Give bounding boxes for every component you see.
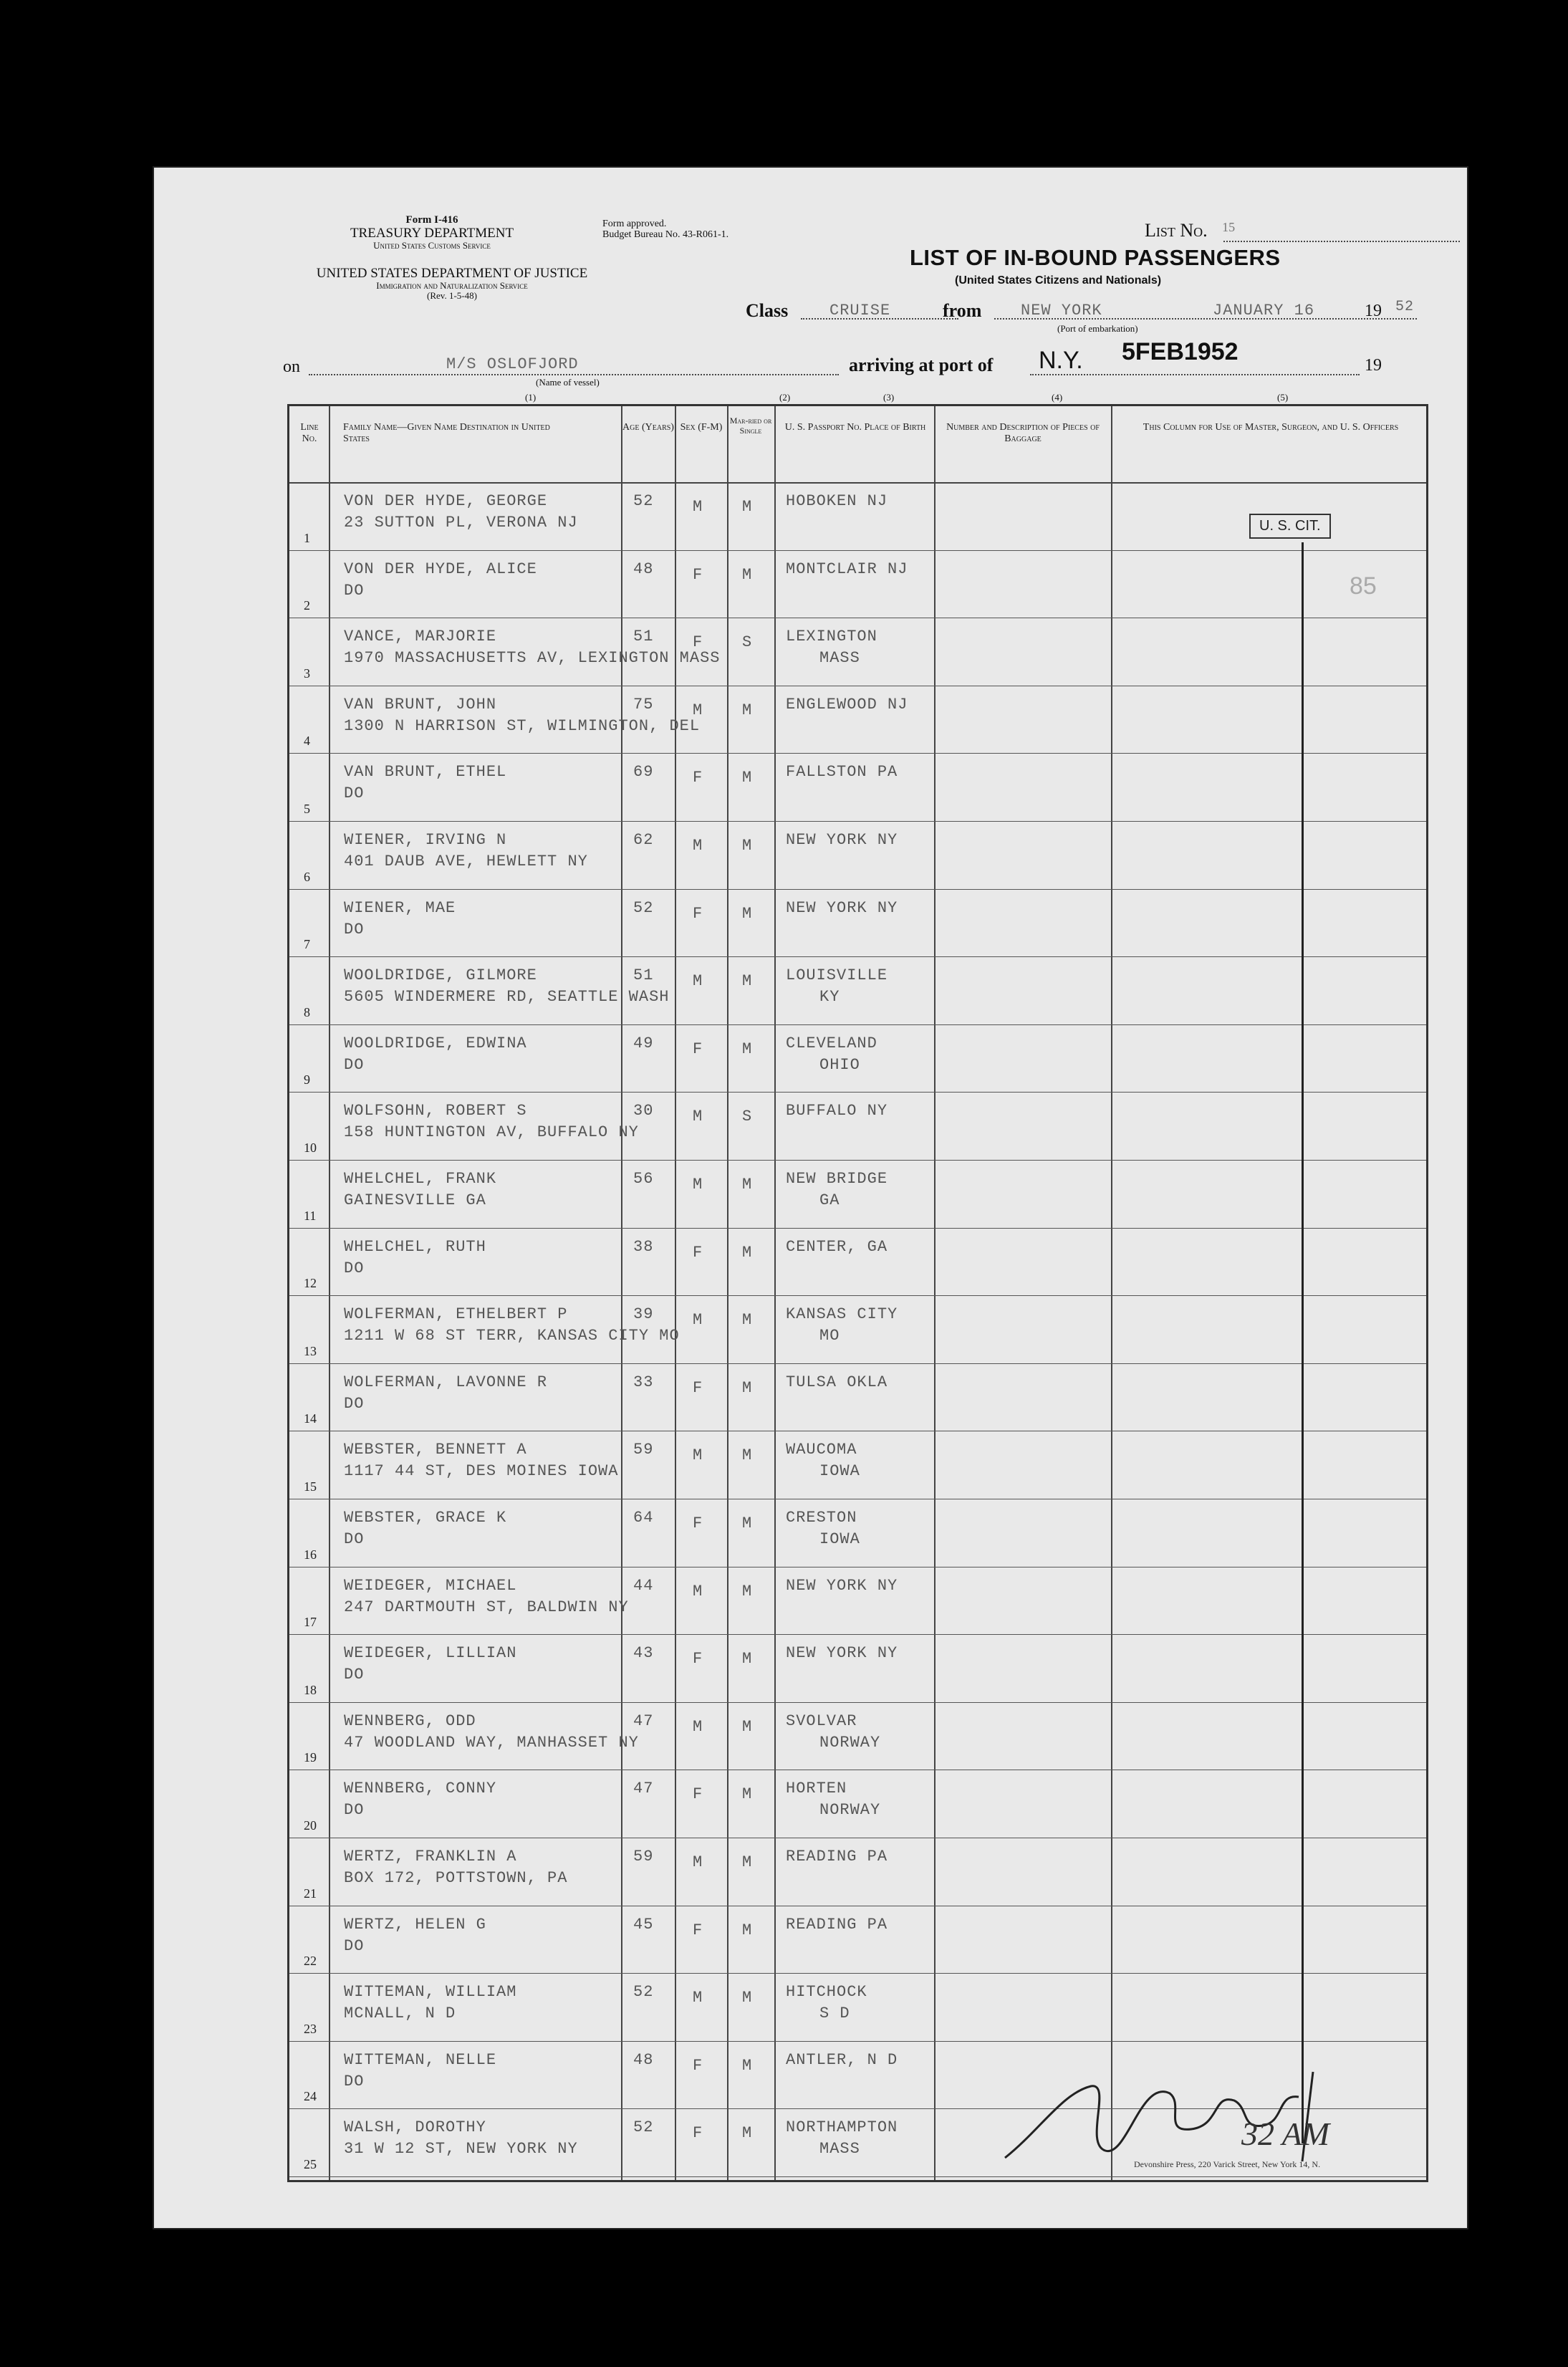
passenger-sex: M bbox=[693, 1853, 703, 1871]
passenger-destination: DO bbox=[344, 1936, 365, 1955]
passenger-age: 64 bbox=[633, 1509, 654, 1527]
passenger-age: 47 bbox=[633, 1780, 654, 1798]
birthplace-line-2: NORWAY bbox=[819, 1733, 881, 1752]
passenger-destination: 1117 44 ST, DES MOINES IOWA bbox=[344, 1462, 619, 1481]
passenger-sex: M bbox=[693, 1311, 703, 1330]
birthplace: READING PA bbox=[786, 1915, 888, 1934]
passenger-sex: F bbox=[693, 769, 703, 787]
passenger-sex: F bbox=[693, 1514, 703, 1532]
marital-status: M bbox=[742, 1650, 753, 1669]
birthplace: HOBOKEN NJ bbox=[786, 492, 888, 510]
passenger-name: VAN BRUNT, JOHN bbox=[344, 695, 497, 714]
marital-status: M bbox=[742, 1040, 753, 1058]
marital-status: M bbox=[742, 1176, 753, 1194]
col-num-4: (4) bbox=[1052, 392, 1063, 403]
table-row bbox=[289, 1295, 1426, 1364]
marital-status: M bbox=[742, 1582, 753, 1600]
marital-status: M bbox=[742, 498, 753, 516]
manifest-sheet bbox=[153, 166, 1468, 2229]
line-number: 16 bbox=[304, 1547, 317, 1562]
ins-label: Immigration and Naturalization Service bbox=[376, 279, 528, 291]
birthplace-line-2: KY bbox=[819, 988, 840, 1007]
birthplace: CLEVELAND bbox=[786, 1034, 877, 1052]
passenger-sex: F bbox=[693, 1040, 703, 1058]
birthplace-line-2: OHIO bbox=[819, 1055, 860, 1074]
arrival-date-stamp: 5FEB1952 bbox=[1122, 338, 1238, 365]
passenger-age: 51 bbox=[633, 966, 654, 985]
passenger-sex: M bbox=[693, 1108, 703, 1126]
budget-number: Budget Bureau No. 43-R061-1. bbox=[602, 229, 729, 240]
passenger-name: WERTZ, FRANKLIN A bbox=[344, 1848, 517, 1866]
on-label: on bbox=[283, 357, 300, 376]
birthplace: HITCHOCK bbox=[786, 1983, 867, 2002]
line-number: 7 bbox=[304, 937, 310, 952]
passenger-age: 75 bbox=[633, 695, 654, 714]
vessel-name: M/S OSLOFJORD bbox=[446, 355, 579, 373]
list-number-block bbox=[1145, 221, 1235, 240]
table-row bbox=[289, 1160, 1426, 1229]
passenger-name: WIENER, MAE bbox=[344, 898, 456, 917]
passenger-age: 52 bbox=[633, 898, 654, 917]
customs-label: United States Customs Service bbox=[373, 239, 491, 251]
passenger-name: WIENER, IRVING N bbox=[344, 831, 507, 849]
passenger-name: WITTEMAN, NELLE bbox=[344, 2050, 497, 2069]
vessel-caption: (Name of vessel) bbox=[536, 377, 600, 388]
birthplace-line-2: MO bbox=[819, 1327, 840, 1345]
birthplace: SVOLVAR bbox=[786, 1711, 857, 1730]
header-officers: This Column for Use of Master, Surgeon, and U. S. Officers bbox=[1143, 422, 1399, 433]
passenger-destination: DO bbox=[344, 1801, 365, 1820]
line-number: 11 bbox=[304, 1208, 317, 1223]
passenger-destination: 47 WOODLAND WAY, MANHASSET NY bbox=[344, 1733, 639, 1752]
table-row bbox=[289, 1770, 1426, 1838]
passenger-name: WEBSTER, BENNETT A bbox=[344, 1441, 527, 1459]
passenger-age: 51 bbox=[633, 628, 654, 646]
passenger-age: 56 bbox=[633, 1170, 654, 1188]
passenger-age: 49 bbox=[633, 1034, 654, 1052]
marital-status: S bbox=[742, 1108, 753, 1126]
birthplace: TULSA OKLA bbox=[786, 1373, 888, 1391]
passenger-age: 62 bbox=[633, 831, 654, 849]
marital-status: M bbox=[742, 1378, 753, 1397]
line-number: 18 bbox=[304, 1682, 317, 1697]
year-value: 52 bbox=[1395, 299, 1415, 315]
birthplace: ANTLER, N D bbox=[786, 2050, 898, 2069]
passenger-sex: M bbox=[693, 1582, 703, 1600]
list-no-label: List No. bbox=[1145, 220, 1208, 241]
line-number: 22 bbox=[304, 1954, 317, 1969]
birthplace: NORTHAMPTON bbox=[786, 2118, 898, 2137]
passenger-name: WENNBERG, CONNY bbox=[344, 1780, 497, 1798]
passenger-destination: 247 DARTMOUTH ST, BALDWIN NY bbox=[344, 1598, 629, 1616]
verification-line bbox=[1302, 542, 1304, 2143]
birthplace: WAUCOMA bbox=[786, 1441, 857, 1459]
passenger-name: WHELCHEL, RUTH bbox=[344, 1237, 486, 1256]
form-id-block bbox=[282, 215, 582, 250]
marital-status: M bbox=[742, 972, 753, 991]
revision-label: (Rev. 1-5-48) bbox=[427, 289, 477, 301]
treasury-label: TREASURY DEPARTMENT bbox=[350, 225, 514, 241]
passenger-table bbox=[287, 404, 1428, 2182]
birthplace: KANSAS CITY bbox=[786, 1305, 898, 1324]
passenger-age: 52 bbox=[633, 1983, 654, 2002]
passenger-sex: M bbox=[693, 972, 703, 991]
birthplace-line-2: IOWA bbox=[819, 1530, 860, 1548]
passenger-sex: F bbox=[693, 565, 703, 584]
table-row bbox=[289, 1702, 1426, 1771]
marital-status: M bbox=[742, 904, 753, 923]
passenger-sex: F bbox=[693, 904, 703, 923]
marital-status: S bbox=[742, 633, 753, 652]
passenger-sex: M bbox=[693, 498, 703, 516]
col-num-3: (3) bbox=[883, 392, 895, 403]
table-row bbox=[289, 753, 1426, 822]
birthplace-line-2: IOWA bbox=[819, 1462, 860, 1481]
passenger-name: WERTZ, HELEN G bbox=[344, 1915, 486, 1934]
class-label: Class bbox=[746, 300, 789, 321]
line-number: 2 bbox=[304, 598, 310, 613]
table-row bbox=[289, 1634, 1426, 1703]
passenger-sex: M bbox=[693, 1717, 703, 1736]
passenger-sex: M bbox=[693, 837, 703, 855]
line-number: 10 bbox=[304, 1140, 317, 1155]
passenger-age: 44 bbox=[633, 1576, 654, 1595]
birthplace: ENGLEWOOD NJ bbox=[786, 695, 908, 714]
document-subtitle: (United States Citizens and Nationals) bbox=[955, 274, 1162, 287]
passenger-name: WALSH, DOROTHY bbox=[344, 2118, 486, 2137]
passenger-destination: MCNALL, N D bbox=[344, 2004, 456, 2023]
passenger-age: 45 bbox=[633, 1915, 654, 1934]
passenger-name: WOLFSOHN, ROBERT S bbox=[344, 1102, 527, 1120]
passenger-name: VAN BRUNT, ETHEL bbox=[344, 763, 507, 782]
passenger-destination: 1300 N HARRISON ST, WILMINGTON, DEL bbox=[344, 716, 701, 735]
from-value: NEW YORK bbox=[1021, 302, 1102, 320]
birthplace: NEW YORK NY bbox=[786, 898, 898, 917]
stamp-number: 85 bbox=[1350, 572, 1377, 600]
list-no-value: 15 bbox=[1222, 220, 1236, 234]
col-num-1: (1) bbox=[525, 392, 537, 403]
line-number: 24 bbox=[304, 2089, 317, 2104]
passenger-age: 52 bbox=[633, 492, 654, 510]
line-number: 14 bbox=[304, 1411, 317, 1426]
birthplace: FALLSTON PA bbox=[786, 763, 898, 782]
passenger-destination: 23 SUTTON PL, VERONA NJ bbox=[344, 514, 578, 532]
marital-status: M bbox=[742, 1717, 753, 1736]
vessel-line bbox=[309, 374, 839, 375]
passenger-age: 52 bbox=[633, 2118, 654, 2137]
col-num-5: (5) bbox=[1277, 392, 1289, 403]
passenger-name: WOOLDRIDGE, GILMORE bbox=[344, 966, 537, 985]
line-number: 5 bbox=[304, 801, 310, 816]
line-number: 4 bbox=[304, 734, 310, 749]
birthplace: HORTEN bbox=[786, 1780, 847, 1798]
header-sex: Sex (F-M) bbox=[680, 422, 723, 433]
passenger-name: WHELCHEL, FRANK bbox=[344, 1170, 497, 1188]
printer-credit: Devonshire Press, 220 Varick Street, New York 14, N. bbox=[1134, 2159, 1321, 2169]
birthplace: CRESTON bbox=[786, 1509, 857, 1527]
table-row bbox=[289, 550, 1426, 619]
header-age: Age (Years) bbox=[622, 422, 674, 433]
line-number: 15 bbox=[304, 1479, 317, 1494]
marital-status: M bbox=[742, 565, 753, 584]
passenger-destination: DO bbox=[344, 784, 365, 803]
passenger-name: VON DER HYDE, ALICE bbox=[344, 560, 537, 578]
table-row bbox=[289, 1499, 1426, 1567]
arriving-label: arriving at port of bbox=[849, 355, 994, 375]
marital-status: M bbox=[742, 1243, 753, 1262]
passenger-age: 33 bbox=[633, 1373, 654, 1391]
passenger-sex: F bbox=[693, 1650, 703, 1669]
passenger-destination: DO bbox=[344, 2072, 365, 2090]
us-citizen-stamp: U. S. CIT. bbox=[1249, 514, 1331, 539]
header-married: Mar-ried or Single bbox=[729, 416, 772, 436]
line-number: 13 bbox=[304, 1343, 317, 1358]
passenger-name: VANCE, MARJORIE bbox=[344, 628, 497, 646]
table-row bbox=[289, 1024, 1426, 1093]
table-row bbox=[289, 1973, 1426, 2042]
line-number: 21 bbox=[304, 1886, 317, 1901]
header-line-no: Line No. bbox=[300, 422, 319, 445]
passenger-destination: DO bbox=[344, 1666, 365, 1684]
table-row bbox=[289, 1431, 1426, 1499]
line-number: 19 bbox=[304, 1750, 317, 1765]
marital-status: M bbox=[742, 769, 753, 787]
passenger-destination: 158 HUNTINGTON AV, BUFFALO NY bbox=[344, 1123, 639, 1142]
table-row bbox=[289, 1838, 1426, 1906]
passenger-name: WENNBERG, ODD bbox=[344, 1711, 476, 1730]
line-number: 17 bbox=[304, 1615, 317, 1630]
line-number: 23 bbox=[304, 2021, 317, 2036]
passenger-destination: DO bbox=[344, 581, 365, 600]
passenger-name: WEBSTER, GRACE K bbox=[344, 1509, 507, 1527]
passenger-destination: 5605 WINDERMERE RD, SEATTLE WASH bbox=[344, 988, 670, 1007]
passenger-sex: M bbox=[693, 1446, 703, 1465]
passenger-destination: 401 DAUB AVE, HEWLETT NY bbox=[344, 853, 588, 870]
line-number: 12 bbox=[304, 1276, 317, 1291]
form-approved: Form approved. bbox=[602, 219, 667, 229]
date-value: JANUARY 16 bbox=[1213, 302, 1315, 320]
birthplace: MONTCLAIR NJ bbox=[786, 560, 908, 578]
table-header bbox=[289, 406, 1426, 484]
document-title: LIST OF IN-BOUND PASSENGERS bbox=[910, 245, 1281, 270]
form-number: Form I-416 bbox=[405, 214, 458, 226]
table-row bbox=[289, 618, 1426, 686]
marital-status: M bbox=[742, 837, 753, 855]
passenger-sex: M bbox=[693, 701, 703, 719]
table-row bbox=[289, 1363, 1426, 1432]
passenger-age: 38 bbox=[633, 1237, 654, 1256]
table-row bbox=[289, 1228, 1426, 1297]
birthplace: NEW YORK NY bbox=[786, 831, 898, 849]
passenger-name: WITTEMAN, WILLIAM bbox=[344, 1983, 517, 2002]
birthplace: NEW YORK NY bbox=[786, 1576, 898, 1595]
birthplace: LOUISVILLE bbox=[786, 966, 888, 985]
line-number: 6 bbox=[304, 869, 310, 884]
table-row bbox=[289, 889, 1426, 958]
passenger-sex: F bbox=[693, 2124, 703, 2143]
birthplace: LEXINGTON bbox=[786, 628, 877, 646]
marital-status: M bbox=[742, 2056, 753, 2075]
passenger-name: WOOLDRIDGE, EDWINA bbox=[344, 1034, 527, 1052]
justice-block bbox=[284, 267, 620, 300]
passenger-destination: DO bbox=[344, 1394, 365, 1413]
table-row bbox=[289, 1567, 1426, 1636]
passenger-destination: 1211 W 68 ST TERR, KANSAS CITY MO bbox=[344, 1327, 680, 1345]
approval-block bbox=[602, 219, 728, 240]
table-row bbox=[289, 956, 1426, 1025]
passenger-destination: DO bbox=[344, 1055, 365, 1074]
table-row bbox=[289, 686, 1426, 754]
passenger-age: 43 bbox=[633, 1644, 654, 1663]
year-prefix-2: 19 bbox=[1365, 356, 1382, 375]
table-row bbox=[289, 821, 1426, 890]
passenger-destination: BOX 172, POTTSTOWN, PA bbox=[344, 1869, 568, 1887]
passenger-destination: DO bbox=[344, 920, 365, 938]
passenger-sex: F bbox=[693, 1378, 703, 1397]
birthplace: READING PA bbox=[786, 1848, 888, 1866]
line-number: 8 bbox=[304, 1004, 310, 1019]
header-baggage: Number and Description of Pieces of Baggage bbox=[946, 422, 1100, 445]
port-embarkation-caption: (Port of embarkation) bbox=[1057, 323, 1138, 334]
line-number: 3 bbox=[304, 666, 310, 681]
passenger-destination: GAINESVILLE GA bbox=[344, 1191, 486, 1209]
marital-status: M bbox=[742, 701, 753, 719]
birthplace-line-2: NORWAY bbox=[819, 1801, 881, 1820]
year-prefix: 19 bbox=[1365, 302, 1382, 320]
birthplace: BUFFALO NY bbox=[786, 1102, 888, 1120]
marital-status: M bbox=[742, 2124, 753, 2143]
passenger-name: WEIDEGER, LILLIAN bbox=[344, 1644, 517, 1663]
time-note: 32 AM bbox=[1241, 2116, 1330, 2152]
birthplace-line-2: GA bbox=[819, 1191, 840, 1209]
line-number: 25 bbox=[304, 2156, 317, 2171]
passenger-age: 69 bbox=[633, 763, 654, 782]
marital-status: M bbox=[742, 1446, 753, 1465]
passenger-destination: DO bbox=[344, 1259, 365, 1277]
passenger-name: WOLFERMAN, LAVONNE R bbox=[344, 1373, 548, 1391]
passenger-age: 59 bbox=[633, 1441, 654, 1459]
passenger-age: 30 bbox=[633, 1102, 654, 1120]
line-number: 9 bbox=[304, 1072, 310, 1088]
marital-status: M bbox=[742, 1921, 753, 1939]
header-name: Family Name—Given Name Destination in United States bbox=[343, 422, 550, 445]
header-passport: U. S. Passport No. Place of Birth bbox=[784, 422, 926, 433]
birthplace-line-2: MASS bbox=[819, 2140, 860, 2159]
marital-status: M bbox=[742, 1514, 753, 1532]
passenger-destination: 31 W 12 ST, NEW YORK NY bbox=[344, 2140, 578, 2159]
passenger-sex: F bbox=[693, 1785, 703, 1804]
list-no-line bbox=[1223, 241, 1460, 242]
arriving-port: N.Y. bbox=[1039, 347, 1083, 374]
passenger-name: WEIDEGER, MICHAEL bbox=[344, 1576, 517, 1595]
marital-status: M bbox=[742, 1785, 753, 1804]
passenger-destination: 1970 MASSACHUSETTS AV, LEXINGTON MASS bbox=[344, 649, 721, 668]
birthplace: NEW BRIDGE bbox=[786, 1170, 888, 1188]
passenger-age: 59 bbox=[633, 1848, 654, 1866]
passenger-age: 48 bbox=[633, 2050, 654, 2069]
passenger-name: WOLFERMAN, ETHELBERT P bbox=[344, 1305, 568, 1324]
from-label: from bbox=[943, 300, 982, 321]
passenger-age: 48 bbox=[633, 560, 654, 578]
passenger-sex: M bbox=[693, 1176, 703, 1194]
justice-label: UNITED STATES DEPARTMENT OF JUSTICE bbox=[316, 266, 588, 281]
line-number: 1 bbox=[304, 530, 310, 545]
passenger-sex: F bbox=[693, 633, 703, 652]
passenger-sex: F bbox=[693, 1243, 703, 1262]
passenger-destination: DO bbox=[344, 1530, 365, 1548]
table-row bbox=[289, 1092, 1426, 1161]
line-number: 20 bbox=[304, 1818, 317, 1833]
marital-status: M bbox=[742, 1853, 753, 1871]
birthplace: CENTER, GA bbox=[786, 1237, 888, 1256]
marital-status: M bbox=[742, 1311, 753, 1330]
marital-status: M bbox=[742, 1989, 753, 2007]
birthplace-line-2: S D bbox=[819, 2004, 850, 2023]
passenger-sex: F bbox=[693, 1921, 703, 1939]
birthplace: NEW YORK NY bbox=[786, 1644, 898, 1663]
passenger-sex: M bbox=[693, 1989, 703, 2007]
passenger-name: VON DER HYDE, GEORGE bbox=[344, 492, 548, 510]
col-num-2: (2) bbox=[779, 392, 791, 403]
passenger-age: 39 bbox=[633, 1305, 654, 1324]
class-value: CRUISE bbox=[829, 302, 891, 320]
birthplace-line-2: MASS bbox=[819, 649, 860, 668]
passenger-age: 47 bbox=[633, 1711, 654, 1730]
passenger-sex: F bbox=[693, 2056, 703, 2075]
table-row bbox=[289, 1906, 1426, 1974]
